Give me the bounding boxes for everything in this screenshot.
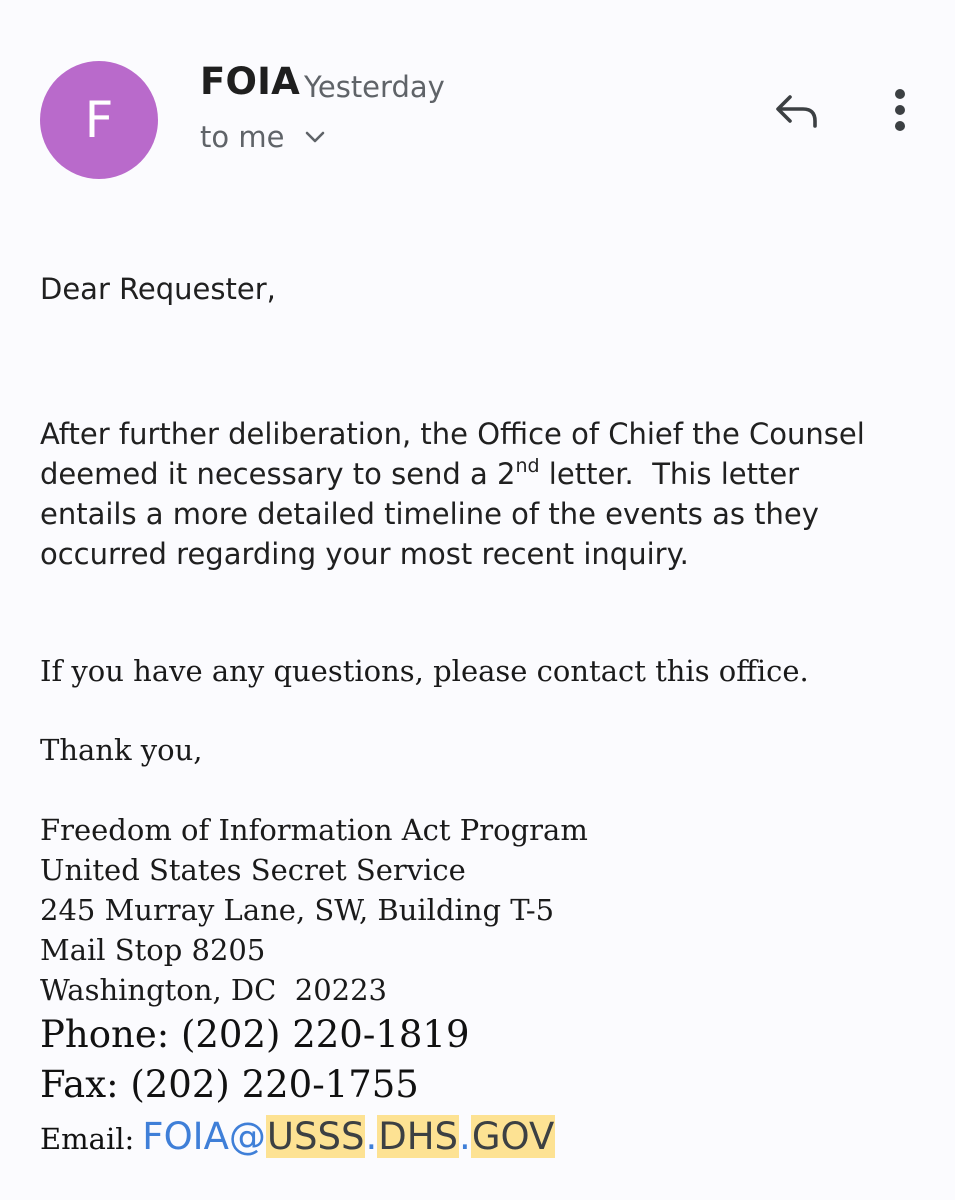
message-paragraph xyxy=(40,414,920,574)
paragraph-line: After further deliberation, the Office of Chief the Counsel xyxy=(40,417,865,451)
signature-line: 245 Murray Lane, SW, Building T-5 xyxy=(40,893,555,927)
chevron-down-icon xyxy=(302,124,328,150)
avatar-letter: F xyxy=(84,91,114,149)
closing: Thank you, xyxy=(40,733,203,767)
email-row xyxy=(40,1112,555,1164)
email-part: FOIA@ xyxy=(142,1115,266,1158)
email-header xyxy=(0,0,955,200)
greeting: Dear Requester, xyxy=(40,272,276,306)
reply-icon xyxy=(771,90,821,135)
more-vert-icon xyxy=(892,86,908,139)
paragraph-line: occurred regarding your most recent inquiry. xyxy=(40,537,689,571)
email-label: Email: xyxy=(40,1122,135,1156)
email-highlight: GOV xyxy=(471,1115,555,1158)
recipient-label: to me xyxy=(200,120,285,154)
recipient-details-toggle[interactable] xyxy=(200,120,328,154)
email-link[interactable] xyxy=(142,1112,555,1162)
phone-number[interactable]: Phone: (202) 220-1819 xyxy=(40,1013,470,1056)
email-highlight: USSS xyxy=(266,1115,365,1158)
paragraph-line: entails a more detailed timeline of the events as they xyxy=(40,497,819,531)
paragraph-line xyxy=(40,454,920,494)
questions-line: If you have any questions, please contact this office. xyxy=(40,654,809,688)
email-highlight: DHS xyxy=(378,1115,459,1158)
fax-number: Fax: (202) 220-1755 xyxy=(40,1063,419,1106)
email-dot: . xyxy=(365,1115,378,1158)
signature-line: United States Secret Service xyxy=(40,853,466,887)
email-dot: . xyxy=(459,1115,471,1158)
signature-line: Freedom of Information Act Program xyxy=(40,813,588,847)
ordinal-suffix: nd xyxy=(515,455,540,477)
sent-time: Yesterday xyxy=(304,70,445,104)
paragraph-text: letter. This letter xyxy=(539,457,800,491)
signature-block xyxy=(40,810,588,1010)
signature-line: Washington, DC 20223 xyxy=(40,973,388,1007)
paragraph-text: deemed it necessary to send a 2 xyxy=(40,457,516,491)
sender-name[interactable]: FOIA xyxy=(200,60,300,103)
more-options-button[interactable] xyxy=(876,84,924,140)
signature-line: Mail Stop 8205 xyxy=(40,933,266,967)
reply-button[interactable] xyxy=(765,85,827,139)
sender-avatar[interactable] xyxy=(40,61,158,179)
